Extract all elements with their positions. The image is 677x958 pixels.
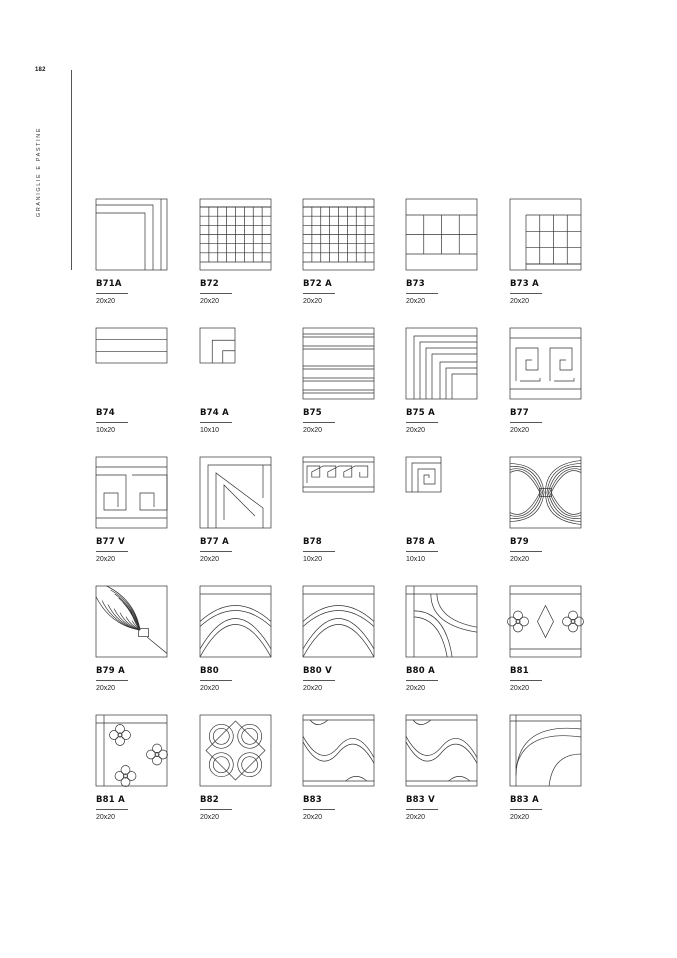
tile-item [406,457,516,563]
tile-size: 20x20 [406,685,426,692]
tile-code: B78 [303,537,322,547]
tile-size: 20x20 [406,298,426,305]
tile-divider [303,809,335,810]
tile-size: 20x20 [200,814,220,821]
tile-drawing [406,715,477,786]
tile-drawing [96,328,167,363]
tile-size: 20x20 [510,814,530,821]
tile-item [510,457,620,563]
tile-drawing [96,715,167,786]
tile-item [96,457,206,563]
tile-drawing [406,199,477,270]
tile-divider [303,293,335,294]
tile-code: B74 A [200,408,229,418]
tile-code: B71A [96,279,122,289]
tile-size: 20x20 [406,427,426,434]
tile-size: 20x20 [200,556,220,563]
tile-size: 20x20 [96,814,116,821]
tile-code: B78 A [406,537,435,547]
tile-divider [510,551,542,552]
tile-drawing [510,328,581,399]
tile-divider [200,293,232,294]
tile-divider [406,422,438,423]
tile-drawing [303,586,374,657]
tile-size: 10x10 [200,427,220,434]
tile-code: B72 [200,279,219,289]
tile-size: 10x20 [303,556,323,563]
tile-drawing [96,199,167,270]
tile-drawing [96,586,167,657]
tile-item [406,328,516,434]
tile-divider [303,422,335,423]
tile-code: B81 A [96,795,125,805]
tile-code: B80 [200,666,219,676]
tile-divider [303,680,335,681]
tile-item [510,328,620,434]
tile-item [303,457,413,563]
tile-item [96,715,206,821]
tile-code: B80 V [303,666,332,676]
tile-size: 20x20 [510,556,530,563]
tile-item [510,715,620,821]
tile-code: B83 V [406,795,435,805]
tile-drawing [510,457,581,528]
tile-drawing [200,199,271,270]
tile-item [406,586,516,692]
tile-size: 20x20 [96,685,116,692]
tile-divider [510,293,542,294]
tile-code: B77 [510,408,529,418]
tile-code: B79 [510,537,529,547]
tile-size: 20x20 [96,298,116,305]
tile-size: 20x20 [406,814,426,821]
tile-divider [200,551,232,552]
tile-drawing [406,586,477,657]
tile-size: 10x10 [406,556,426,563]
tile-size: 20x20 [200,685,220,692]
tile-size: 20x20 [200,298,220,305]
tile-item [200,586,310,692]
tile-drawing [200,715,271,786]
page-number: 182 [35,67,46,73]
tile-divider [96,293,128,294]
tile-divider [96,551,128,552]
tile-drawing [510,199,581,270]
tile-item [303,328,413,434]
tile-code: B77 A [200,537,229,547]
tile-item [510,199,620,305]
tile-drawing [303,199,374,270]
tile-size: 20x20 [303,685,323,692]
tile-drawing [406,328,477,399]
tile-item [200,199,310,305]
tile-code: B83 [303,795,322,805]
tile-drawing [303,328,374,399]
tile-code: B81 [510,666,529,676]
tile-code: B74 [96,408,115,418]
tile-item [96,328,206,434]
side-rule [71,70,72,270]
tile-size: 20x20 [510,685,530,692]
tile-drawing [96,457,167,528]
tile-code: B75 A [406,408,435,418]
tile-item [303,199,413,305]
tile-code: B72 A [303,279,332,289]
tile-drawing [200,586,271,657]
tile-item [200,457,310,563]
tile-divider [96,422,128,423]
tile-divider [406,293,438,294]
tile-size: 20x20 [510,298,530,305]
tile-item [303,715,413,821]
tile-item [406,715,516,821]
tile-divider [406,680,438,681]
tile-code: B80 A [406,666,435,676]
tile-size: 20x20 [510,427,530,434]
tile-divider [96,809,128,810]
tile-divider [406,809,438,810]
tile-drawing [510,586,581,657]
tile-divider [96,680,128,681]
tile-divider [406,551,438,552]
tile-item [406,199,516,305]
tile-code: B75 [303,408,322,418]
tile-drawing [303,457,374,492]
tile-code: B73 [406,279,425,289]
tile-divider [303,551,335,552]
tile-drawing [200,457,271,528]
tile-divider [200,680,232,681]
tile-code: B73 A [510,279,539,289]
tile-size: 20x20 [303,814,323,821]
tile-item [96,586,206,692]
tile-drawing [406,457,441,492]
section-label: GRANIGLIE E PASTINE [36,126,42,218]
tile-size: 20x20 [303,427,323,434]
tile-drawing [510,715,581,786]
tile-divider [510,680,542,681]
tile-code: B79 A [96,666,125,676]
tile-item [200,328,310,434]
tile-item [510,586,620,692]
tile-code: B83 A [510,795,539,805]
tile-divider [510,422,542,423]
tile-code: B82 [200,795,219,805]
tile-code: B77 V [96,537,125,547]
tile-item [96,199,206,305]
tile-item [200,715,310,821]
tile-divider [510,809,542,810]
tile-divider [200,809,232,810]
tile-drawing [303,715,374,786]
tile-item [303,586,413,692]
tile-size: 20x20 [96,556,116,563]
tile-drawing [200,328,235,363]
tile-size: 20x20 [303,298,323,305]
tile-size: 10x20 [96,427,116,434]
tile-divider [200,422,232,423]
